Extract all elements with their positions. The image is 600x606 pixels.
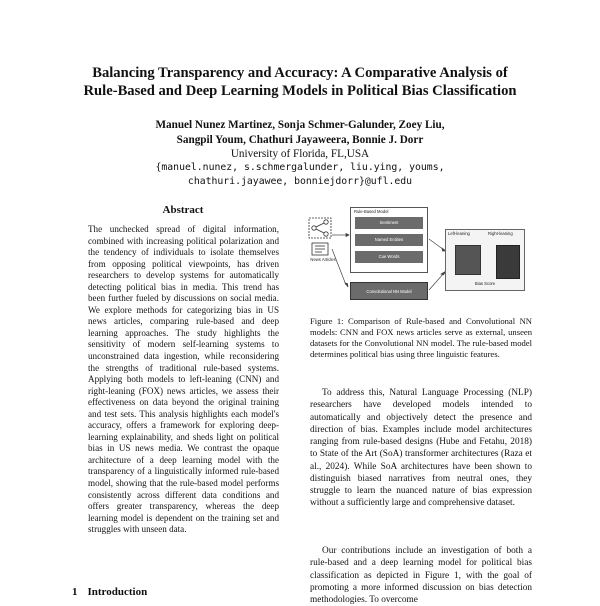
news-articles-label: News Articles bbox=[310, 257, 336, 262]
affiliation: University of Florida, FL,USA bbox=[230, 148, 370, 160]
left-output-graphic bbox=[455, 245, 481, 275]
right-output-graphic bbox=[496, 245, 520, 279]
left-leaning-label: Left-leaning bbox=[448, 231, 470, 236]
right-leaning-label: Right-leaning bbox=[488, 231, 513, 236]
section-number: 1 bbox=[72, 586, 78, 598]
author-list bbox=[70, 118, 530, 147]
cnn-model-box: Convolutional NN Model bbox=[350, 282, 428, 300]
body-paragraph-2: Our contributions include an investigation of both a rule-based and a deep learning model for political bias classification as depicted in Figure 1, with the goal of promoting a more informed discussion on bias detection methodologies. To overcome bbox=[310, 546, 532, 605]
sentiment-box: Sentiment bbox=[355, 217, 423, 229]
email-line-1: {manuel.nunez, s.schmergalunder, liu.ying, youms, bbox=[155, 162, 445, 173]
named-entities-box: Named Entities bbox=[355, 234, 423, 246]
cue-words-box: Cue Words bbox=[355, 251, 423, 263]
news-articles-icon bbox=[312, 243, 328, 255]
author-emails bbox=[60, 161, 540, 189]
paper-title bbox=[60, 64, 540, 100]
figure-1-diagram bbox=[308, 205, 528, 310]
abstract-heading: Abstract bbox=[162, 204, 204, 216]
section-title: Introduction bbox=[87, 586, 148, 598]
abstract-text: The unchecked spread of digital information, combined with increasing political polarization and the tendency of individuals to isolate themselves from opposing political viewpoints, has driven researchers to develop systems for automatically detecting political bias in media. This trend has been further fueled by discussions on social media. We explore methods for categorizing bias in US news articles, comparing rule-based and deep learning approaches. The study highlights the sensitivity of modern self-learning systems to unconstrained data ingestion, while reconsidering the strengths of traditional rule-based systems. Applying both models to left-leaning (CNN) and right-leaning (FOX) news articles, we assess their effectiveness on data beyond the original training and test sets. This analysis highlights each model's accuracy, offers a framework for exploring deep-learning explainability, and sheds light on political bias in US news media. We contrast the opaque architecture of a deep learning model with the transparency of a linguistically informed rule-based model, showing that the rule-based model performs consistently across different data conditions and offers greater transparency, whereas the deep learning model is dependent on the training set and struggles with unseen data. bbox=[88, 224, 279, 535]
title-line-2: Rule-Based and Deep Learning Models in Political Bias Classification bbox=[83, 83, 517, 99]
bias-score-label: Bias Score bbox=[474, 281, 496, 286]
authors-line-1: Manuel Nunez Martinez, Sonja Schmer-Galunder, Zoey Liu, bbox=[155, 119, 445, 131]
network-icon bbox=[309, 218, 331, 238]
title-line-1: Balancing Transparency and Accuracy: A Comparative Analysis of bbox=[92, 65, 508, 81]
authors-line-2: Sangpil Youm, Chathuri Jayaweera, Bonnie J. Dorr bbox=[176, 133, 424, 146]
section-heading bbox=[72, 586, 157, 598]
body-paragraph-1: To address this, Natural Language Processing (NLP) researchers have developed models intended to automatically and objectively detect the presence and direction of bias. Examples include model architectures ranging from rule-based designs (Hube and Fetahu, 2018) to State of the Art (SoA) transformer architectures (Raza et al., 2024). While SoA architectures have been shown to distinguish biased narratives from neutral ones, they struggle to learn the nuanced nature of bias expression without a sufficiently large and comprehensive dataset. bbox=[310, 388, 532, 509]
email-line-2: chathuri.jayawee, bonniejdorr}@ufl.edu bbox=[187, 176, 413, 187]
figure-caption: Figure 1: Comparison of Rule-based and Convolutional NN models: CNN and FOX news articles serve as external, unseen datasets for the Convolutional NN model. The rule-based model determines political bias using three linguistic features. bbox=[310, 316, 532, 359]
rule-based-model-box: Rule-Based Model bbox=[350, 207, 428, 273]
